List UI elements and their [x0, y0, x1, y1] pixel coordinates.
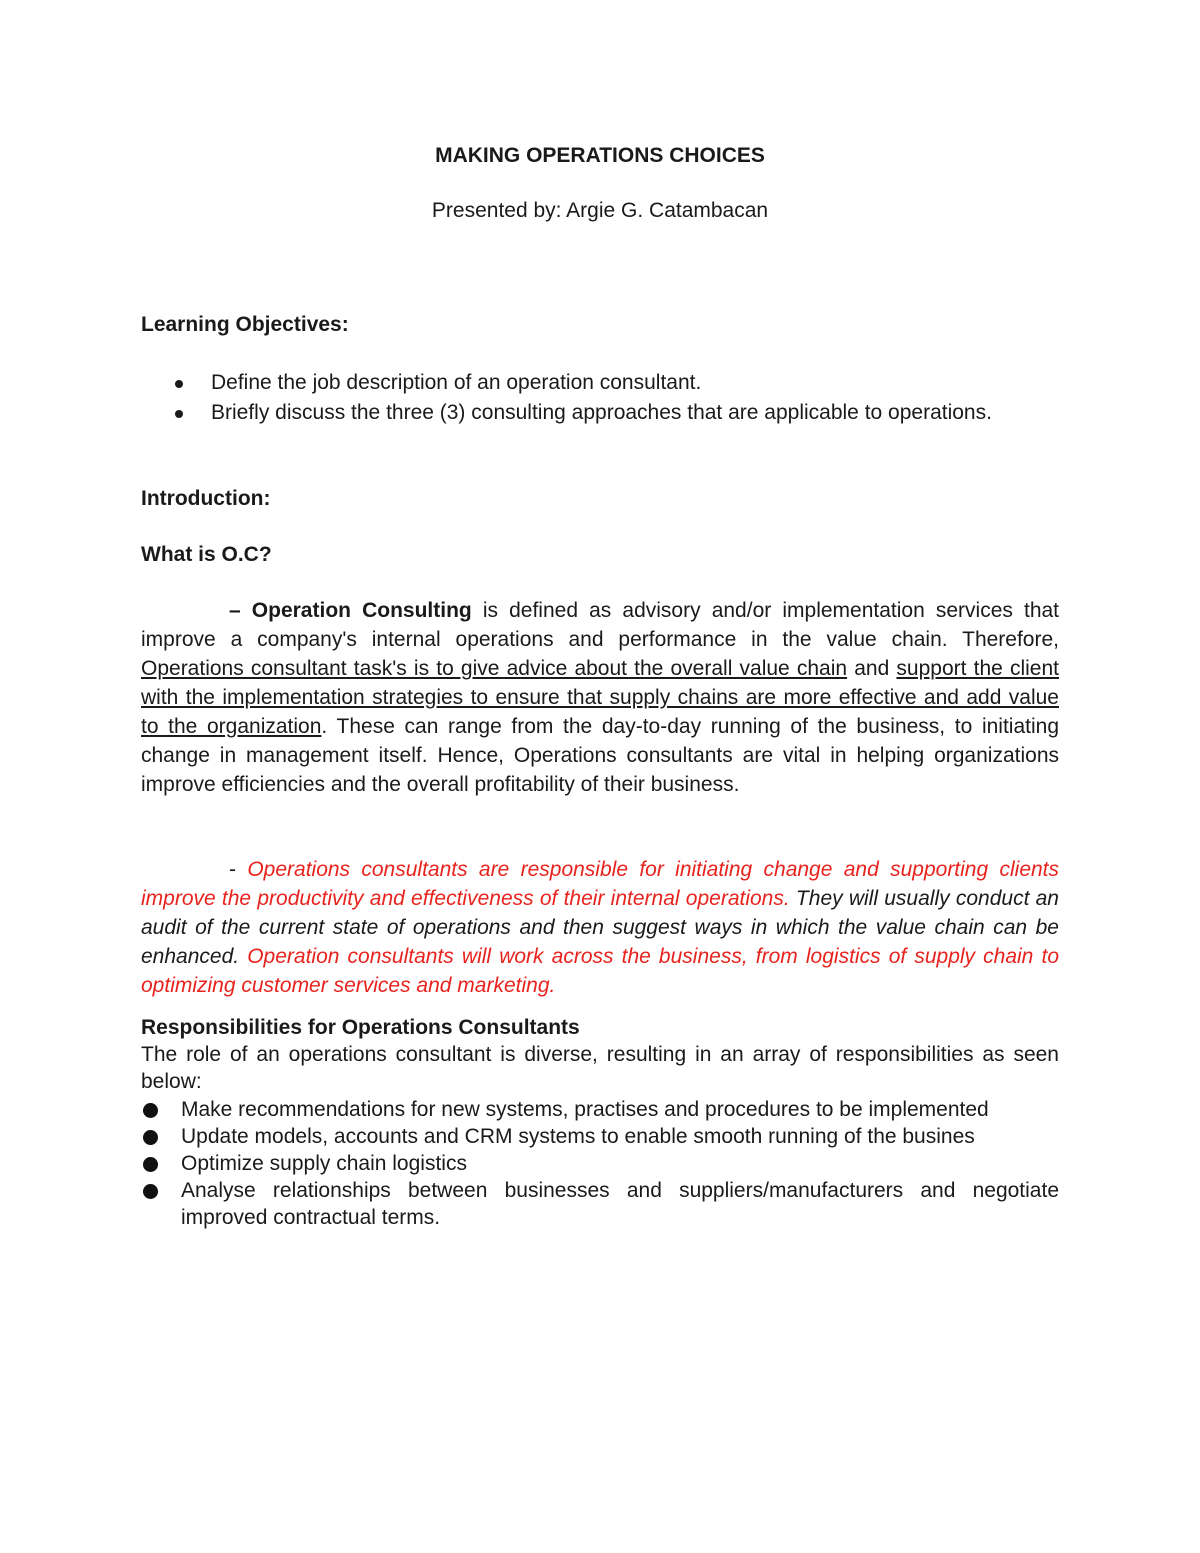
list-item	[141, 398, 1059, 427]
bullet-icon	[175, 410, 183, 418]
paragraph-text: . These can range from the day-to-day running of the business, to initiating change in management itself. Hence, Operations consultants are vital in helping organizations improve efficiencies and the overall profitability of their business.	[141, 715, 1059, 796]
responsibility-text: Update models, accounts and CRM systems to enable smooth running of the busines	[181, 1125, 975, 1148]
what-is-heading: What is O.C?	[141, 543, 272, 566]
responsibilities-intro: The role of an operations consultant is diverse, resulting in an array of responsibilities as seen below:	[141, 1043, 1059, 1093]
paragraph-text: They will usually conduct an audit of the current state of operations and then suggest ways in which the value chain can be enhanced.	[141, 887, 1059, 968]
list-item	[141, 1096, 1059, 1123]
list-item	[141, 368, 1059, 397]
introduction-heading: Introduction:	[141, 487, 271, 510]
operation-consulting-paragraph	[141, 596, 1059, 799]
learning-objectives-list	[141, 368, 1059, 428]
objective-text: Define the job description of an operation consultant.	[211, 371, 702, 394]
list-item	[141, 1177, 1059, 1231]
underlined-text: support the client with the implementation strategies to ensure that supply chains are more effective and add value to the organization	[141, 657, 1059, 738]
responsibilities-heading: Responsibilities for Operations Consultants	[141, 1016, 580, 1039]
paragraph-text: is defined as advisory and/or implementation services that improve a company's internal operations and performance in the value chain. Therefore,	[141, 599, 1060, 651]
bullet-icon	[143, 1184, 158, 1199]
learning-objectives-heading: Learning Objectives:	[141, 313, 349, 336]
bullet-icon	[143, 1130, 158, 1145]
dash: -	[229, 858, 248, 881]
list-item	[141, 1123, 1059, 1150]
responsibilities-list	[141, 1096, 1059, 1231]
document-title: MAKING OPERATIONS CHOICES	[435, 144, 765, 167]
consultant-role-paragraph	[141, 855, 1059, 1000]
highlighted-text: Operations consultants are responsible for initiating change and supporting clients improve the productivity and effectiveness of their internal operations.	[141, 858, 1060, 910]
term-operation-consulting: Operation Consulting	[251, 599, 472, 622]
bullet-icon	[143, 1157, 158, 1172]
responsibility-text: Make recommendations for new systems, practises and procedures to be implemented	[181, 1098, 989, 1121]
bullet-icon	[175, 380, 183, 388]
responsibility-text: Analyse relationships between businesses and suppliers/manufacturers and negotiate improved contractual terms.	[181, 1179, 1059, 1229]
list-item	[141, 1150, 1059, 1177]
bullet-icon	[143, 1103, 158, 1118]
underlined-text: Operations consultant task's is to give advice about the overall value chain	[141, 657, 848, 680]
objective-text: Briefly discuss the three (3) consulting approaches that are applicable to operations.	[211, 401, 992, 424]
dash: –	[229, 599, 252, 622]
responsibility-text: Optimize supply chain logistics	[181, 1152, 467, 1175]
highlighted-text: Operation consultants will work across the business, from logistics of supply chain to optimizing customer services and marketing.	[141, 945, 1059, 997]
presenter-line: Presented by: Argie G. Catambacan	[431, 199, 769, 222]
paragraph-text: and	[847, 657, 897, 680]
